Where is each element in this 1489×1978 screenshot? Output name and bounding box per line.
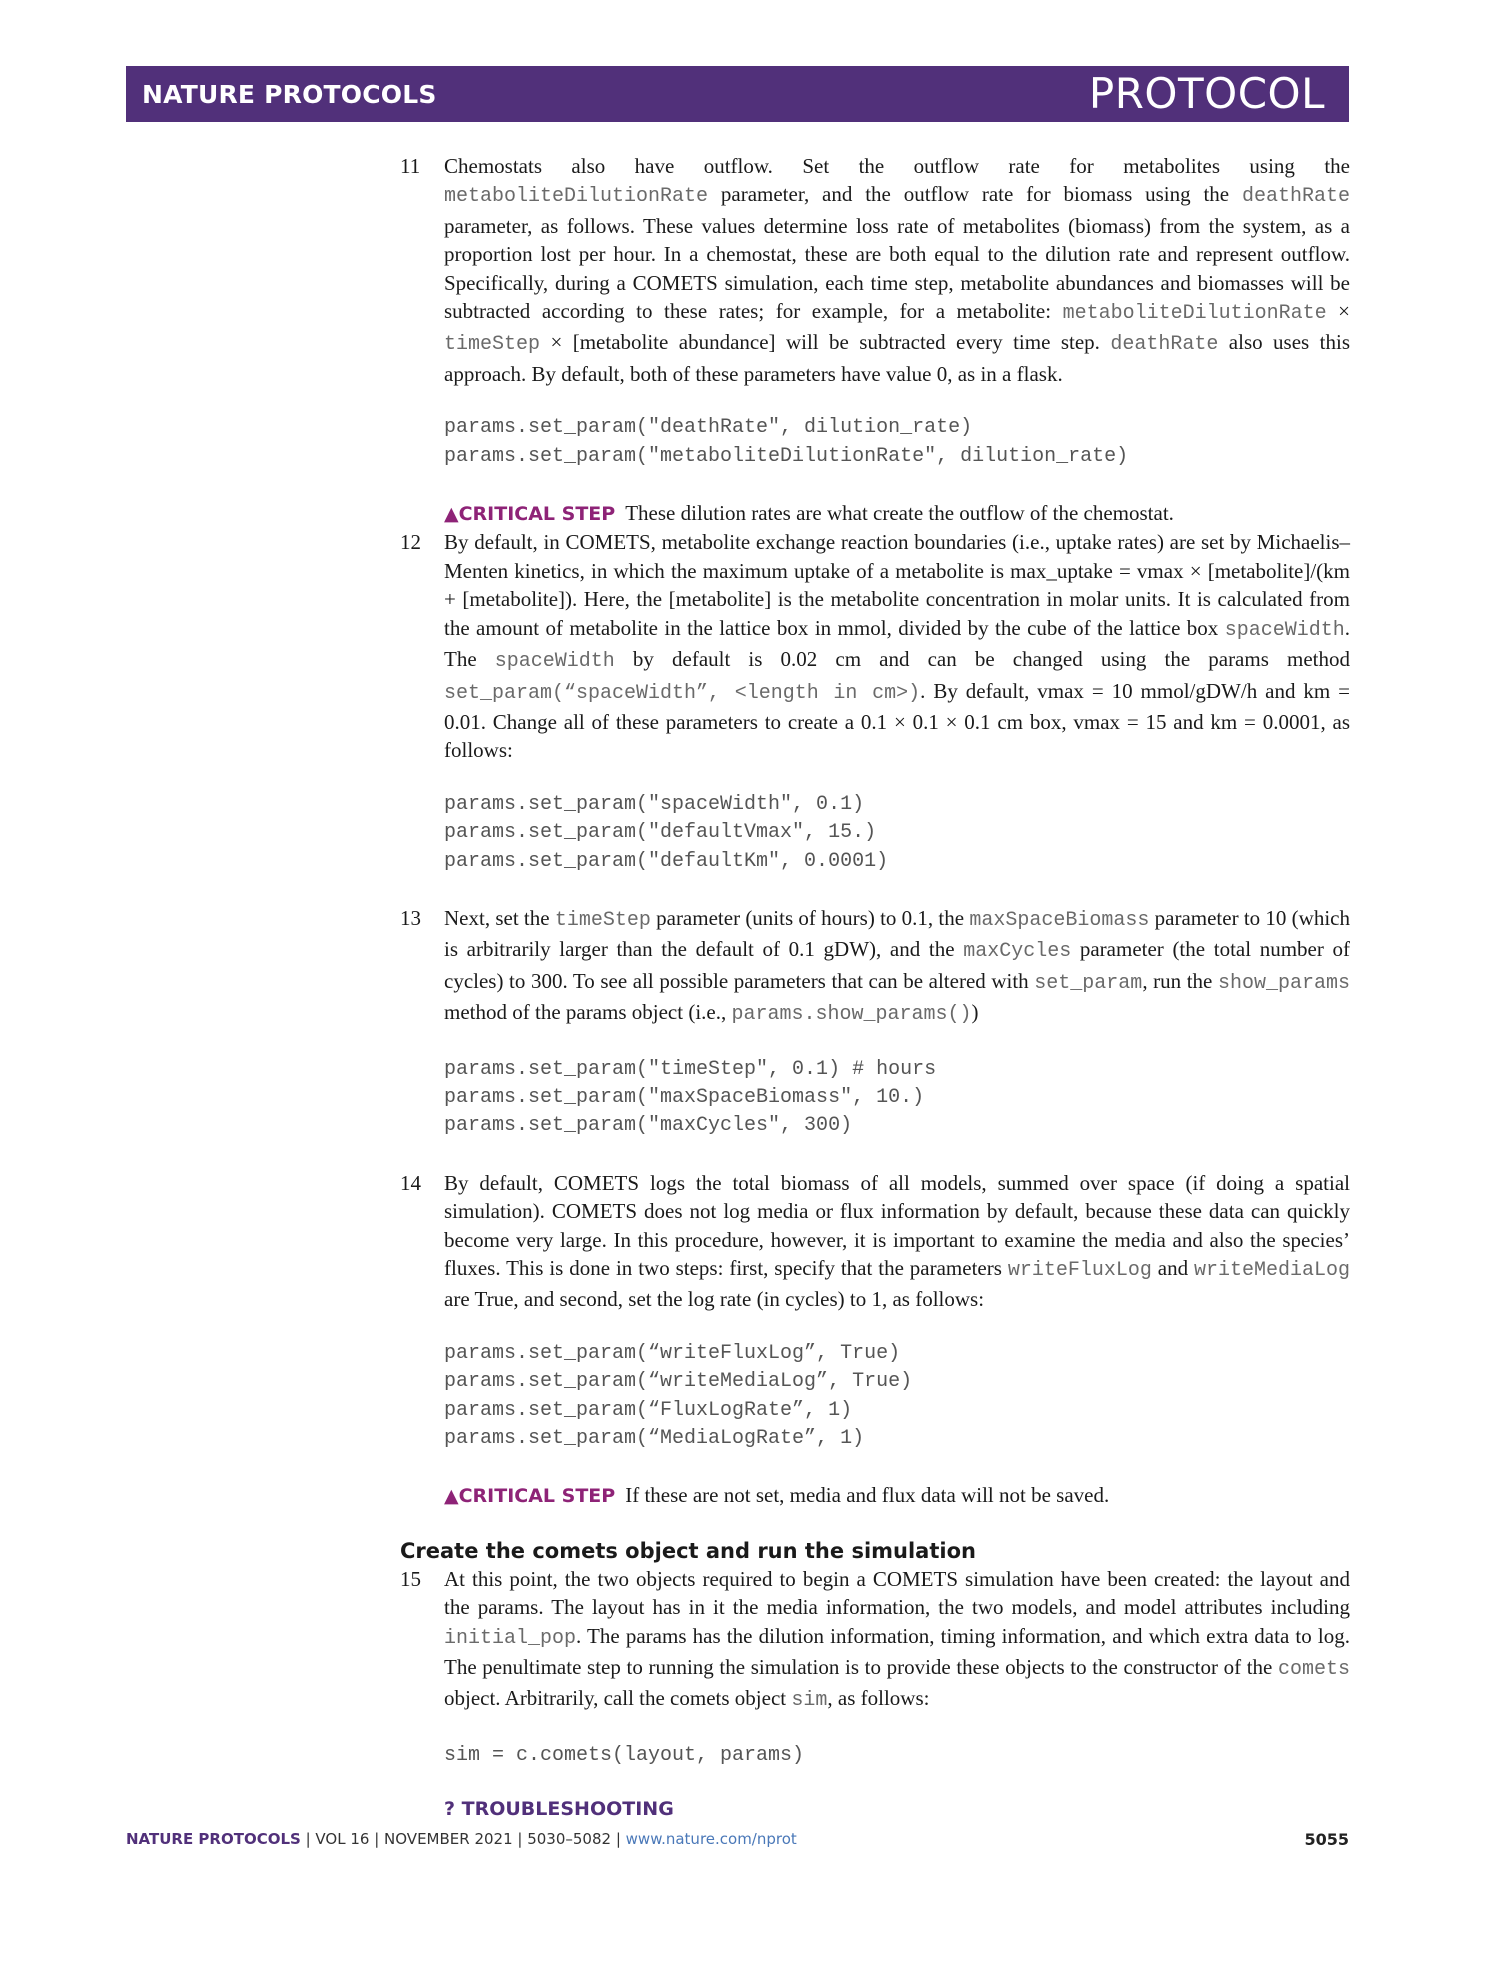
- inline-code: writeFluxLog: [1007, 1259, 1152, 1282]
- step-text: also uses this approach. By default, both of these parameters have value 0, as in a flask.: [444, 330, 1350, 386]
- step-text: parameter (units of hours) to 0.1, the: [650, 905, 970, 930]
- inline-code: maxSpaceBiomass: [969, 908, 1150, 932]
- inline-code: writeMediaLog: [1193, 1259, 1350, 1282]
- journal-name: NATURE PROTOCOLS: [142, 79, 437, 109]
- inline-code: maxCycles: [963, 940, 1072, 964]
- step-text: by default is 0.02 cm and can be changed using the params method: [614, 647, 1350, 672]
- step-text: parameter, as follows. These values determine loss rate of metabolites (biomass) from the system, as a proportion lost per hour. In a chemostat, these are both equal to the dilution rate and represent outflow. Specifically, during a COMETS simulation, each time step, metabolite abundances and biomasses will be subtracted according to these rates; for example, for a metabolite:: [444, 213, 1350, 324]
- step-text: and: [1151, 1256, 1194, 1280]
- step-text: parameter, and the outflow rate for biomass using the: [708, 182, 1242, 207]
- inline-code: metaboliteDilutionRate: [444, 185, 709, 209]
- step-text: . By default, vmax = 10 mmol/gDW/h and km = 0.01. Change all of these parameters to create a 0.1 × 0.1 × 0.1 cm box, vmax = 15 and km = 0.0001, as follows:: [444, 678, 1351, 763]
- critical-step: [400, 499, 1350, 528]
- inline-code: params.show_params(): [731, 1003, 972, 1027]
- step-14: [400, 1169, 1350, 1314]
- step-text: parameter to 10 (which is arbitrarily larger than the default of 0.1 gDW), and the: [444, 905, 1350, 962]
- footer-meta: | VOL 16 | NOVEMBER 2021 | 5030–5082 |: [300, 1830, 626, 1848]
- inline-code: show_params: [1217, 971, 1350, 995]
- step-text: Chemostats also have outflow. Set the outflow rate for metabolites using the: [444, 154, 1350, 178]
- step-number: 11: [400, 154, 421, 178]
- critical-step-text: These dilution rates are what create the outflow of the chemostat.: [625, 501, 1174, 526]
- step-text: × [metabolite abundance] will be subtracted every time step.: [540, 330, 1111, 355]
- step-13: [400, 904, 1350, 1030]
- inline-code: initial_pop: [444, 1626, 577, 1650]
- critical-step-tag: ▲CRITICAL STEP: [444, 503, 616, 526]
- inline-code: set_param: [1034, 971, 1143, 995]
- step-text: . The: [444, 615, 1350, 672]
- troubleshooting-link[interactable]: ? TROUBLESHOOTING: [444, 1798, 674, 1821]
- footer-journal: NATURE PROTOCOLS: [126, 1830, 301, 1848]
- step-text: object. Arbitrarily, call the comets object: [444, 1686, 792, 1711]
- inline-code: spaceWidth: [1224, 618, 1345, 642]
- step-text: ): [971, 1000, 979, 1025]
- step-number: 14: [400, 1170, 421, 1195]
- step-15: [400, 1565, 1350, 1716]
- inline-code: spaceWidth: [494, 650, 615, 674]
- step-text: ×: [1326, 299, 1350, 324]
- critical-step-tag: ▲CRITICAL STEP: [444, 1485, 616, 1508]
- code-block: params.set_param("timeStep", 0.1) # hours params.set_param("maxSpaceBiomass", 10.) params.set_param("maxCycles", 300): [444, 1057, 937, 1138]
- step-text: By default, COMETS logs the total biomass of all models, summed over space (if doing a spatial simulation). COMETS does not log media or flux information by default, because these data can quickly become very large. In this procedure, however, it is important to examine the media and also the species’ fluxes. This is done in two steps: first, specify that the parameters: [444, 1170, 1350, 1280]
- inline-code: timeStep: [554, 908, 651, 932]
- step-text: At this point, the two objects required to begin a COMETS simulation have been created: the layout and the params. The layout has in it the media information, the two models, and model attributes including: [444, 1566, 1350, 1620]
- step-number: 12: [400, 530, 421, 555]
- step-text: method of the params object (i.e.,: [444, 1000, 732, 1025]
- step-12: [400, 528, 1350, 764]
- inline-code: timeStep: [444, 333, 541, 357]
- step-number: 13: [400, 905, 421, 930]
- inline-code: sim: [791, 1689, 828, 1713]
- inline-code: set_param(“spaceWidth”, <length in cm>): [444, 681, 921, 705]
- inline-code: deathRate: [1241, 185, 1350, 209]
- step-text: By default, in COMETS, metabolite exchange reaction boundaries (i.e., uptake rates) are set by Michaelis–Menten kinetics, in which the maximum uptake of a metabolite is max_uptake = vmax × [metabolite]/(km + [metabolite]). Here, the [metabolite] is the metabolite concentration in molar units. It is calculated from the amount of metabolite in the lattice box in mmol, divided by the cube of the lattice box: [444, 530, 1350, 640]
- critical-step-text: If these are not set, media and flux data will not be saved.: [625, 1483, 1110, 1508]
- step-text: are True, and second, set the log rate (in cycles) to 1, as follows:: [444, 1287, 985, 1312]
- step-text: Next, set the: [444, 905, 555, 930]
- code-block: params.set_param(“writeFluxLog”, True) params.set_param(“writeMediaLog”, True) params.set_param(“FluxLogRate”, 1) params.set_param(“MediaLogRate”, 1): [444, 1341, 913, 1451]
- footer-url-link[interactable]: www.nature.com/nprot: [625, 1830, 797, 1848]
- inline-code: comets: [1277, 1658, 1350, 1682]
- step-text: , run the: [1142, 968, 1218, 993]
- step-text: parameter (the total number of cycles) to 300. To see all possible parameters that can be altered with: [444, 937, 1350, 993]
- code-block: sim = c.comets(layout, params): [444, 1743, 805, 1767]
- page-footer: [126, 1830, 1349, 1848]
- inline-code: metaboliteDilutionRate: [1062, 302, 1327, 326]
- critical-step: [400, 1481, 1350, 1510]
- page-header: [126, 66, 1349, 122]
- step-text: . The params has the dilution information, timing information, and which extra data to log. The penultimate step to running the simulation is to provide these objects to the constructor of the: [444, 1623, 1350, 1680]
- step-number: 15: [400, 1566, 421, 1591]
- page-number: 5055: [1304, 1830, 1349, 1849]
- step-text: , as follows:: [827, 1686, 930, 1711]
- main-content: [400, 152, 1350, 1820]
- code-block: params.set_param("deathRate", dilution_rate) params.set_param("metaboliteDilutionRate", dilution_rate): [444, 416, 1129, 468]
- step-11: [400, 152, 1350, 388]
- inline-code: deathRate: [1110, 333, 1219, 357]
- article-type: PROTOCOL: [1088, 69, 1325, 118]
- section-title: Create the comets object and run the simulation: [400, 1538, 976, 1563]
- code-block: params.set_param("spaceWidth", 0.1) params.set_param("defaultVmax", 15.) params.set_param("defaultKm", 0.0001): [444, 792, 889, 873]
